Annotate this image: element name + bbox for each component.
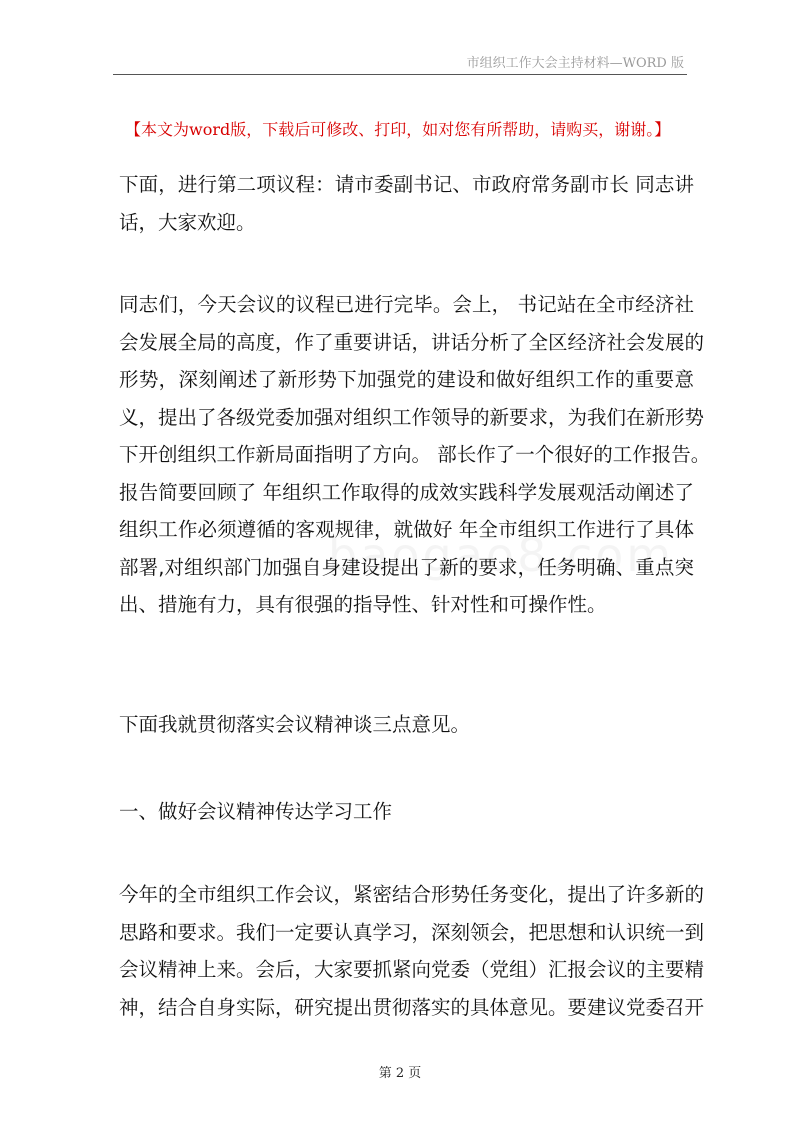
text-line: 思路和要求。我们一定要认真学习，深刻领会，把思想和认识统一到: [119, 920, 705, 944]
text-line: 话，大家欢迎。: [119, 210, 256, 234]
text-line: 今年的全市组织工作会议，紧密结合形势任务变化，提出了许多新的: [119, 883, 705, 906]
text-line: 下面我就贯彻落实会议精神谈三点意见。: [119, 713, 471, 736]
running-header-title: 市组织工作大会主持材料—WORD 版: [466, 56, 684, 71]
paragraph-agenda-item: [119, 166, 694, 241]
text-line: 神，结合自身实际，研究提出贯彻落实的具体意见。要建议党委召开: [119, 995, 705, 1019]
purchase-notice: 【本文为word版，下载后可修改、打印，如对您有所帮助，请购买，谢谢。】: [125, 120, 671, 139]
text-line: 会议精神上来。会后，大家要抓紧向党委（党组）汇报会议的主要精: [119, 958, 705, 981]
text-line: 会发展全局的高度，作了重要讲话，讲话分析了全区经济社会发展的: [119, 330, 705, 354]
section-heading-one: [119, 793, 694, 831]
text-line: 组织工作必须遵循的客观规律，就做好 年全市组织工作进行了具体: [119, 518, 694, 541]
text-line: 部署,对组织部门加强自身建设提出了新的要求，任务明确、重点突: [119, 555, 694, 579]
paragraph-meeting-summary: [119, 286, 711, 624]
header-divider: [113, 74, 687, 75]
paragraph-three-points-intro: [119, 706, 694, 744]
text-line: 出、措施有力，具有很强的指导性、针对性和可操作性。: [119, 593, 607, 616]
text-line: 报告简要回顾了 年组织工作取得的成效实践科学发展观活动阐述了: [119, 480, 694, 504]
text-line: 一、做好会议精神传达学习工作: [119, 800, 393, 823]
text-line: 下面，进行第二项议程：请市委副书记、市政府常务副市长 同志讲: [119, 173, 694, 196]
text-line: 形势，深刻阐述了新形势下加强党的建设和做好组织工作的重要意: [119, 368, 694, 391]
text-line: 下开创组织工作新局面指明了方向。 部长作了一个很好的工作报告。: [119, 443, 711, 466]
page-number: 第 2 页: [378, 1066, 422, 1081]
text-line: 义，提出了各级党委加强对组织工作领导的新要求，为我们在新形势: [119, 405, 705, 429]
paragraph-study-work: [119, 876, 705, 1026]
text-line: 同志们，今天会议的议程已进行完毕。会上， 书记站在全市经济社: [119, 293, 694, 316]
